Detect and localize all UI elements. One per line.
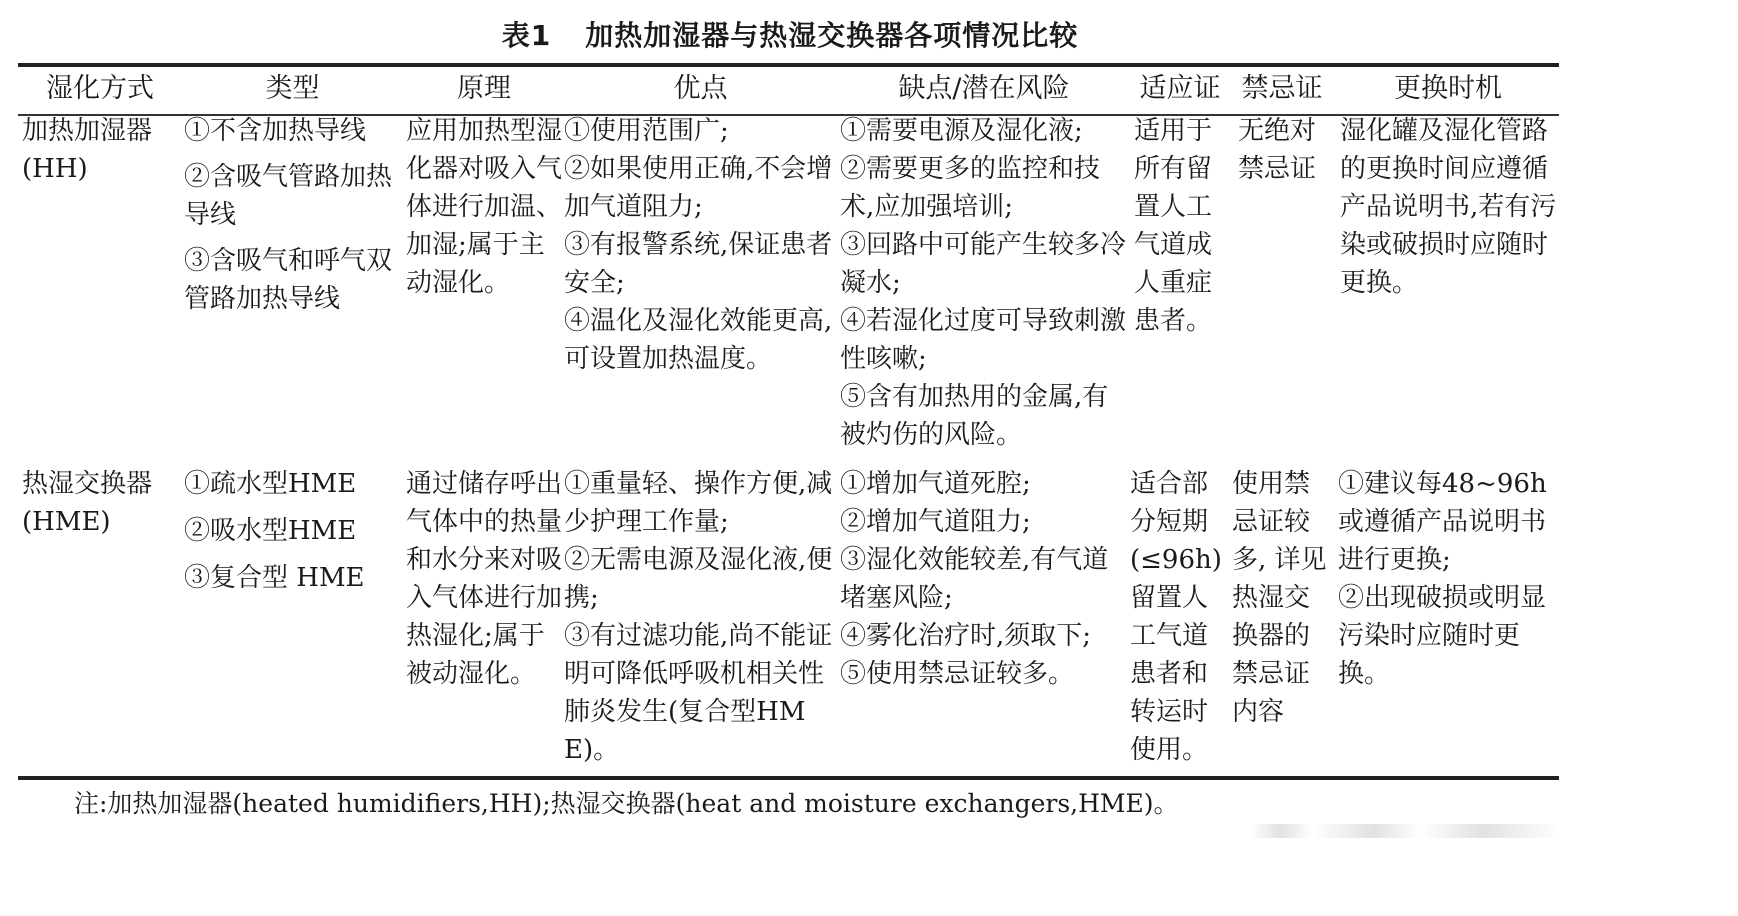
cell-indications: 适合部分短期(≤96h)留置人工气道患者和转运时使用。 [1130, 469, 1222, 765]
advantage-item: ①重量轻、操作方便,减少护理工作量; [564, 469, 833, 537]
disadvantage-item: ②增加气道阻力; [840, 507, 1031, 537]
cell-contraindications: 无绝对禁忌证 [1238, 116, 1317, 184]
header-indications: 适应证 [1139, 73, 1221, 104]
type-item: ③含吸气和呼气双管路加热导线 [184, 246, 393, 314]
table-title: 加热加湿器与热湿交换器各项情况比较 [585, 19, 1079, 52]
cell-advantages [564, 465, 836, 769]
cell-replacement [1338, 465, 1560, 693]
type-item: ①不含加热导线 [184, 116, 367, 146]
table-number: 表1 [501, 19, 552, 52]
table-note: 注:加热加湿器(heated humidifiers,HH);热湿交换器(heat and moisture exchangers,HME)。 [74, 789, 1179, 818]
cell-principle: 应用加热型湿化器对吸入气体进行加温、加湿;属于主动湿化。 [406, 116, 563, 298]
replacement-item: ①建议每48~96h或遵循产品说明书进行更换; [1338, 469, 1547, 575]
disadvantage-item: ①增加气道死腔; [840, 469, 1031, 499]
header-advantages: 优点 [673, 73, 728, 104]
header-contraindications: 禁忌证 [1241, 73, 1323, 104]
advantage-item: ③有报警系统,保证患者安全; [564, 230, 833, 298]
header-method: 湿化方式 [46, 73, 154, 104]
cell-principle: 通过储存呼出气体中的热量和水分来对吸入气体进行加热湿化;属于被动湿化。 [406, 469, 563, 689]
type-item: ①疏水型HME [184, 469, 357, 499]
disadvantage-item: ⑤使用禁忌证较多。 [840, 659, 1075, 689]
cell-disadvantages [840, 112, 1128, 454]
cell-types [184, 465, 400, 606]
bottom-rule [18, 776, 1559, 780]
disadvantage-item: ③湿化效能较差,有气道堵塞风险; [840, 545, 1109, 613]
disadvantage-item: ①需要电源及湿化液; [840, 116, 1083, 146]
type-item: ②含吸气管路加热导线 [184, 162, 393, 230]
type-item: ③复合型 HME [184, 563, 365, 593]
disadvantage-item: ③回路中可能产生较多冷凝水; [840, 230, 1127, 298]
replacement-item: ②出现破损或明显污染时应随时更换。 [1338, 583, 1547, 689]
advantage-item: ②无需电源及湿化液,便携; [564, 545, 833, 613]
header-type: 类型 [265, 73, 320, 104]
advantage-item: ③有过滤功能,尚不能证明可降低呼吸机相关性肺炎发生(复合型HME)。 [564, 621, 833, 765]
watermark [1250, 824, 1560, 838]
cell-types [184, 112, 400, 326]
advantage-item: ②如果使用正确,不会增加气道阻力; [564, 154, 833, 222]
disadvantage-item: ②需要更多的监控和技术,应加强培训; [840, 154, 1101, 222]
advantage-item: ①使用范围广; [564, 116, 729, 146]
table-header [18, 66, 1559, 114]
disadvantage-item: ④雾化治疗时,须取下; [840, 621, 1092, 651]
cell-method: 加热加湿器(HH) [22, 116, 153, 184]
disadvantage-item: ④若湿化过度可导致刺激性咳嗽; [840, 306, 1127, 374]
cell-method: 热湿交换器(HME) [22, 469, 153, 537]
cell-advantages [564, 112, 836, 378]
header-principle: 原理 [457, 73, 511, 104]
cell-replacement: 湿化罐及湿化管路的更换时间应遵循产品说明书,若有污染或破损时应随时更换。 [1340, 116, 1557, 298]
cell-indications: 适用于所有留置人工气道成人重症患者。 [1134, 116, 1213, 336]
header-replacement: 更换时机 [1394, 73, 1502, 104]
table-caption [0, 14, 1580, 54]
cell-disadvantages [840, 465, 1128, 693]
header-disadvantages: 缺点/潜在风险 [898, 73, 1070, 104]
disadvantage-item: ⑤含有加热用的金属,有被灼伤的风险。 [840, 382, 1109, 450]
cell-contraindications: 使用禁忌证较多, 详见热湿交换器的禁忌证内容 [1232, 469, 1327, 727]
type-item: ②吸水型HME [184, 516, 357, 546]
advantage-item: ④温化及湿化效能更高,可设置加热温度。 [564, 306, 833, 374]
